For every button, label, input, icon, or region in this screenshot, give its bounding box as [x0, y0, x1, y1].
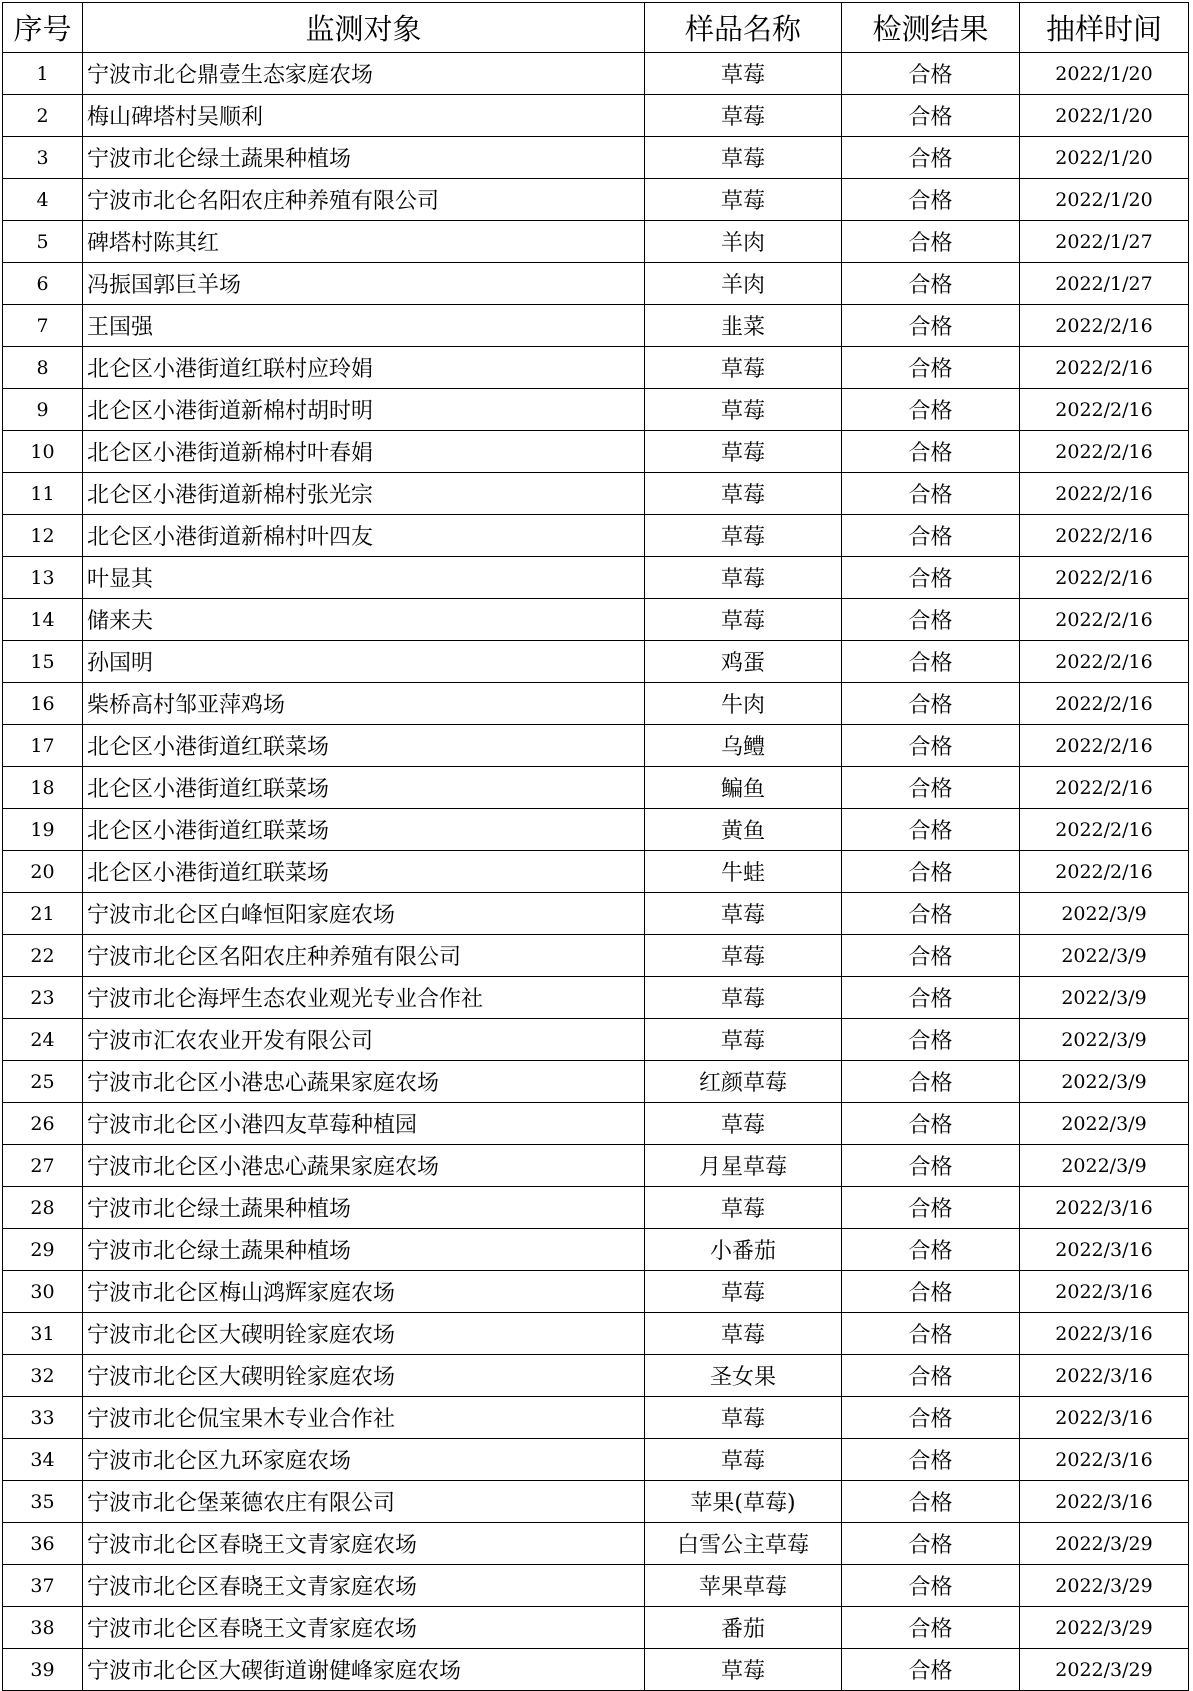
cell-sampling-date: 2022/2/16	[1020, 557, 1189, 599]
table-row	[3, 347, 1189, 389]
cell-sample-name: 草莓	[645, 347, 842, 389]
cell-test-result: 合格	[842, 53, 1020, 95]
table-row	[3, 935, 1189, 977]
table-row	[3, 305, 1189, 347]
cell-serial-number: 3	[3, 137, 83, 179]
cell-sampling-date: 2022/2/16	[1020, 347, 1189, 389]
cell-test-result: 合格	[842, 137, 1020, 179]
cell-test-result: 合格	[842, 977, 1020, 1019]
cell-sample-name: 羊肉	[645, 263, 842, 305]
table-row	[3, 977, 1189, 1019]
cell-serial-number: 21	[3, 893, 83, 935]
cell-monitored-target: 王国强	[83, 305, 645, 347]
cell-monitored-target: 北仑区小港街道红联菜场	[83, 767, 645, 809]
table-row	[3, 221, 1189, 263]
cell-serial-number: 35	[3, 1481, 83, 1523]
cell-serial-number: 14	[3, 599, 83, 641]
cell-test-result: 合格	[842, 935, 1020, 977]
table-row	[3, 641, 1189, 683]
cell-sampling-date: 2022/3/16	[1020, 1187, 1189, 1229]
cell-test-result: 合格	[842, 1649, 1020, 1691]
cell-test-result: 合格	[842, 809, 1020, 851]
cell-test-result: 合格	[842, 263, 1020, 305]
cell-sample-name: 草莓	[645, 137, 842, 179]
table-row	[3, 95, 1189, 137]
table-row	[3, 263, 1189, 305]
cell-monitored-target: 宁波市北仑侃宝果木专业合作社	[83, 1397, 645, 1439]
cell-test-result: 合格	[842, 1607, 1020, 1649]
cell-test-result: 合格	[842, 683, 1020, 725]
cell-sample-name: 草莓	[645, 389, 842, 431]
cell-sampling-date: 2022/1/20	[1020, 95, 1189, 137]
cell-monitored-target: 宁波市北仑区白峰恒阳家庭农场	[83, 893, 645, 935]
cell-test-result: 合格	[842, 1397, 1020, 1439]
header-monitored-target: 监测对象	[83, 3, 645, 53]
cell-sampling-date: 2022/3/29	[1020, 1523, 1189, 1565]
table-row	[3, 767, 1189, 809]
cell-sample-name: 草莓	[645, 53, 842, 95]
table-row	[3, 1397, 1189, 1439]
table-row	[3, 599, 1189, 641]
cell-serial-number: 34	[3, 1439, 83, 1481]
cell-test-result: 合格	[842, 1145, 1020, 1187]
cell-sample-name: 草莓	[645, 977, 842, 1019]
cell-sample-name: 红颜草莓	[645, 1061, 842, 1103]
cell-test-result: 合格	[842, 515, 1020, 557]
cell-sampling-date: 2022/2/16	[1020, 431, 1189, 473]
cell-test-result: 合格	[842, 305, 1020, 347]
cell-monitored-target: 宁波市北仑海坪生态农业观光专业合作社	[83, 977, 645, 1019]
table-row	[3, 137, 1189, 179]
cell-sampling-date: 2022/2/16	[1020, 599, 1189, 641]
cell-sampling-date: 2022/3/16	[1020, 1481, 1189, 1523]
table-row	[3, 893, 1189, 935]
table-row	[3, 725, 1189, 767]
cell-test-result: 合格	[842, 557, 1020, 599]
cell-serial-number: 6	[3, 263, 83, 305]
cell-sample-name: 乌鳢	[645, 725, 842, 767]
cell-sample-name: 番茄	[645, 1607, 842, 1649]
cell-monitored-target: 宁波市北仑区大碶明铨家庭农场	[83, 1313, 645, 1355]
cell-test-result: 合格	[842, 1019, 1020, 1061]
cell-sample-name: 草莓	[645, 599, 842, 641]
cell-serial-number: 29	[3, 1229, 83, 1271]
cell-serial-number: 1	[3, 53, 83, 95]
cell-serial-number: 23	[3, 977, 83, 1019]
cell-sampling-date: 2022/3/16	[1020, 1271, 1189, 1313]
cell-serial-number: 26	[3, 1103, 83, 1145]
cell-monitored-target: 宁波市北仑绿土蔬果种植场	[83, 1187, 645, 1229]
table-row	[3, 53, 1189, 95]
cell-sampling-date: 2022/3/9	[1020, 1019, 1189, 1061]
cell-test-result: 合格	[842, 1355, 1020, 1397]
cell-monitored-target: 冯振国郭巨羊场	[83, 263, 645, 305]
cell-serial-number: 17	[3, 725, 83, 767]
table-row	[3, 1019, 1189, 1061]
cell-serial-number: 33	[3, 1397, 83, 1439]
table-row	[3, 1439, 1189, 1481]
cell-test-result: 合格	[842, 1229, 1020, 1271]
cell-sample-name: 苹果草莓	[645, 1565, 842, 1607]
cell-test-result: 合格	[842, 1523, 1020, 1565]
table-row	[3, 1313, 1189, 1355]
table-row	[3, 389, 1189, 431]
cell-serial-number: 36	[3, 1523, 83, 1565]
cell-serial-number: 8	[3, 347, 83, 389]
cell-sample-name: 草莓	[645, 1313, 842, 1355]
cell-test-result: 合格	[842, 851, 1020, 893]
cell-monitored-target: 宁波市北仑区小港忠心蔬果家庭农场	[83, 1061, 645, 1103]
cell-test-result: 合格	[842, 1187, 1020, 1229]
cell-serial-number: 37	[3, 1565, 83, 1607]
cell-monitored-target: 北仑区小港街道红联菜场	[83, 851, 645, 893]
cell-sample-name: 苹果(草莓)	[645, 1481, 842, 1523]
cell-sampling-date: 2022/3/16	[1020, 1355, 1189, 1397]
cell-sample-name: 草莓	[645, 935, 842, 977]
cell-monitored-target: 北仑区小港街道红联菜场	[83, 725, 645, 767]
table-row	[3, 851, 1189, 893]
cell-sample-name: 圣女果	[645, 1355, 842, 1397]
cell-monitored-target: 宁波市北仑区梅山鸿辉家庭农场	[83, 1271, 645, 1313]
cell-monitored-target: 储来夫	[83, 599, 645, 641]
cell-serial-number: 22	[3, 935, 83, 977]
cell-monitored-target: 北仑区小港街道新棉村张光宗	[83, 473, 645, 515]
header-serial-number: 序号	[3, 3, 83, 53]
cell-sampling-date: 2022/3/16	[1020, 1229, 1189, 1271]
cell-test-result: 合格	[842, 1565, 1020, 1607]
cell-sampling-date: 2022/3/9	[1020, 893, 1189, 935]
cell-test-result: 合格	[842, 641, 1020, 683]
cell-sampling-date: 2022/3/29	[1020, 1607, 1189, 1649]
cell-sampling-date: 2022/1/27	[1020, 221, 1189, 263]
cell-sample-name: 草莓	[645, 1187, 842, 1229]
cell-serial-number: 19	[3, 809, 83, 851]
cell-sampling-date: 2022/1/20	[1020, 137, 1189, 179]
cell-sampling-date: 2022/3/29	[1020, 1565, 1189, 1607]
cell-sample-name: 草莓	[645, 557, 842, 599]
cell-monitored-target: 宁波市北仑区小港忠心蔬果家庭农场	[83, 1145, 645, 1187]
cell-test-result: 合格	[842, 599, 1020, 641]
cell-serial-number: 39	[3, 1649, 83, 1691]
cell-test-result: 合格	[842, 725, 1020, 767]
cell-serial-number: 20	[3, 851, 83, 893]
table-row	[3, 1271, 1189, 1313]
cell-sample-name: 草莓	[645, 95, 842, 137]
cell-serial-number: 25	[3, 1061, 83, 1103]
header-test-result: 检测结果	[842, 3, 1020, 53]
cell-monitored-target: 宁波市北仑名阳农庄种养殖有限公司	[83, 179, 645, 221]
cell-serial-number: 4	[3, 179, 83, 221]
cell-sample-name: 草莓	[645, 1649, 842, 1691]
cell-sample-name: 草莓	[645, 179, 842, 221]
cell-sampling-date: 2022/2/16	[1020, 725, 1189, 767]
header-row	[3, 3, 1189, 53]
cell-monitored-target: 宁波市北仑区春晓王文青家庭农场	[83, 1565, 645, 1607]
cell-monitored-target: 宁波市北仑区大碶明铨家庭农场	[83, 1355, 645, 1397]
cell-serial-number: 16	[3, 683, 83, 725]
cell-monitored-target: 北仑区小港街道新棉村叶春娟	[83, 431, 645, 473]
cell-sampling-date: 2022/2/16	[1020, 683, 1189, 725]
table-row	[3, 1565, 1189, 1607]
table-row	[3, 1607, 1189, 1649]
cell-serial-number: 38	[3, 1607, 83, 1649]
cell-sample-name: 白雪公主草莓	[645, 1523, 842, 1565]
cell-test-result: 合格	[842, 767, 1020, 809]
cell-monitored-target: 北仑区小港街道新棉村叶四友	[83, 515, 645, 557]
cell-sampling-date: 2022/3/9	[1020, 977, 1189, 1019]
cell-test-result: 合格	[842, 1061, 1020, 1103]
cell-test-result: 合格	[842, 1439, 1020, 1481]
table-row	[3, 1145, 1189, 1187]
cell-monitored-target: 北仑区小港街道红联村应玲娟	[83, 347, 645, 389]
cell-sample-name: 草莓	[645, 473, 842, 515]
cell-monitored-target: 宁波市北仑鼎壹生态家庭农场	[83, 53, 645, 95]
cell-test-result: 合格	[842, 1103, 1020, 1145]
cell-sample-name: 韭菜	[645, 305, 842, 347]
cell-sampling-date: 2022/3/9	[1020, 935, 1189, 977]
cell-serial-number: 24	[3, 1019, 83, 1061]
cell-serial-number: 15	[3, 641, 83, 683]
cell-sampling-date: 2022/2/16	[1020, 389, 1189, 431]
cell-sample-name: 牛肉	[645, 683, 842, 725]
cell-serial-number: 13	[3, 557, 83, 599]
cell-monitored-target: 叶显其	[83, 557, 645, 599]
table-body	[3, 53, 1189, 1691]
cell-sample-name: 草莓	[645, 1103, 842, 1145]
cell-sampling-date: 2022/3/9	[1020, 1103, 1189, 1145]
cell-sample-name: 鸡蛋	[645, 641, 842, 683]
header-sampling-date: 抽样时间	[1020, 3, 1189, 53]
cell-serial-number: 11	[3, 473, 83, 515]
cell-sample-name: 草莓	[645, 431, 842, 473]
cell-test-result: 合格	[842, 1481, 1020, 1523]
table-row	[3, 1061, 1189, 1103]
cell-sampling-date: 2022/3/29	[1020, 1649, 1189, 1691]
cell-sampling-date: 2022/1/20	[1020, 53, 1189, 95]
cell-sampling-date: 2022/2/16	[1020, 515, 1189, 557]
cell-serial-number: 12	[3, 515, 83, 557]
cell-serial-number: 2	[3, 95, 83, 137]
cell-sampling-date: 2022/2/16	[1020, 473, 1189, 515]
cell-serial-number: 30	[3, 1271, 83, 1313]
cell-sampling-date: 2022/3/16	[1020, 1397, 1189, 1439]
cell-test-result: 合格	[842, 431, 1020, 473]
table-row	[3, 1523, 1189, 1565]
cell-monitored-target: 碑塔村陈其红	[83, 221, 645, 263]
cell-sample-name: 草莓	[645, 893, 842, 935]
cell-test-result: 合格	[842, 473, 1020, 515]
cell-sampling-date: 2022/2/16	[1020, 809, 1189, 851]
cell-serial-number: 10	[3, 431, 83, 473]
table-row	[3, 1355, 1189, 1397]
table-row	[3, 557, 1189, 599]
cell-serial-number: 7	[3, 305, 83, 347]
cell-sampling-date: 2022/3/9	[1020, 1145, 1189, 1187]
cell-sample-name: 小番茄	[645, 1229, 842, 1271]
cell-sample-name: 羊肉	[645, 221, 842, 263]
header-sample-name: 样品名称	[645, 3, 842, 53]
cell-sampling-date: 2022/3/16	[1020, 1439, 1189, 1481]
cell-sample-name: 草莓	[645, 1439, 842, 1481]
cell-test-result: 合格	[842, 1313, 1020, 1355]
cell-monitored-target: 宁波市汇农农业开发有限公司	[83, 1019, 645, 1061]
cell-sampling-date: 2022/2/16	[1020, 767, 1189, 809]
cell-sample-name: 草莓	[645, 515, 842, 557]
inspection-results-table	[2, 2, 1189, 1691]
cell-serial-number: 31	[3, 1313, 83, 1355]
cell-sample-name: 草莓	[645, 1019, 842, 1061]
cell-monitored-target: 宁波市北仑区春晓王文青家庭农场	[83, 1523, 645, 1565]
cell-test-result: 合格	[842, 95, 1020, 137]
cell-sampling-date: 2022/1/20	[1020, 179, 1189, 221]
cell-test-result: 合格	[842, 221, 1020, 263]
cell-serial-number: 18	[3, 767, 83, 809]
table-row	[3, 1229, 1189, 1271]
table-row	[3, 1103, 1189, 1145]
cell-monitored-target: 北仑区小港街道红联菜场	[83, 809, 645, 851]
cell-sample-name: 鳊鱼	[645, 767, 842, 809]
table-row	[3, 809, 1189, 851]
cell-monitored-target: 宁波市北仑堡莱德农庄有限公司	[83, 1481, 645, 1523]
cell-serial-number: 27	[3, 1145, 83, 1187]
cell-serial-number: 5	[3, 221, 83, 263]
cell-serial-number: 9	[3, 389, 83, 431]
cell-test-result: 合格	[842, 1271, 1020, 1313]
cell-test-result: 合格	[842, 179, 1020, 221]
cell-sample-name: 月星草莓	[645, 1145, 842, 1187]
cell-sampling-date: 2022/3/9	[1020, 1061, 1189, 1103]
table-row	[3, 179, 1189, 221]
table-row	[3, 1481, 1189, 1523]
cell-monitored-target: 孙国明	[83, 641, 645, 683]
table-row	[3, 473, 1189, 515]
table-row	[3, 683, 1189, 725]
cell-test-result: 合格	[842, 893, 1020, 935]
cell-sampling-date: 2022/3/16	[1020, 1313, 1189, 1355]
cell-monitored-target: 宁波市北仑绿土蔬果种植场	[83, 1229, 645, 1271]
table-row	[3, 515, 1189, 557]
cell-monitored-target: 宁波市北仑区春晓王文青家庭农场	[83, 1607, 645, 1649]
cell-sample-name: 草莓	[645, 1271, 842, 1313]
cell-sampling-date: 2022/1/27	[1020, 263, 1189, 305]
cell-monitored-target: 宁波市北仑区九环家庭农场	[83, 1439, 645, 1481]
cell-sample-name: 草莓	[645, 1397, 842, 1439]
table-row	[3, 1649, 1189, 1691]
cell-sample-name: 牛蛙	[645, 851, 842, 893]
cell-monitored-target: 柴桥高村邹亚萍鸡场	[83, 683, 645, 725]
cell-monitored-target: 梅山碑塔村吴顺利	[83, 95, 645, 137]
cell-sample-name: 黄鱼	[645, 809, 842, 851]
cell-serial-number: 32	[3, 1355, 83, 1397]
cell-sampling-date: 2022/2/16	[1020, 305, 1189, 347]
cell-monitored-target: 北仑区小港街道新棉村胡时明	[83, 389, 645, 431]
table-row	[3, 1187, 1189, 1229]
cell-monitored-target: 宁波市北仑区小港四友草莓种植园	[83, 1103, 645, 1145]
cell-sampling-date: 2022/2/16	[1020, 851, 1189, 893]
cell-monitored-target: 宁波市北仑区名阳农庄种养殖有限公司	[83, 935, 645, 977]
cell-serial-number: 28	[3, 1187, 83, 1229]
cell-test-result: 合格	[842, 347, 1020, 389]
cell-monitored-target: 宁波市北仑区大碶街道谢健峰家庭农场	[83, 1649, 645, 1691]
cell-test-result: 合格	[842, 389, 1020, 431]
cell-monitored-target: 宁波市北仑绿土蔬果种植场	[83, 137, 645, 179]
cell-sampling-date: 2022/2/16	[1020, 641, 1189, 683]
table-row	[3, 431, 1189, 473]
